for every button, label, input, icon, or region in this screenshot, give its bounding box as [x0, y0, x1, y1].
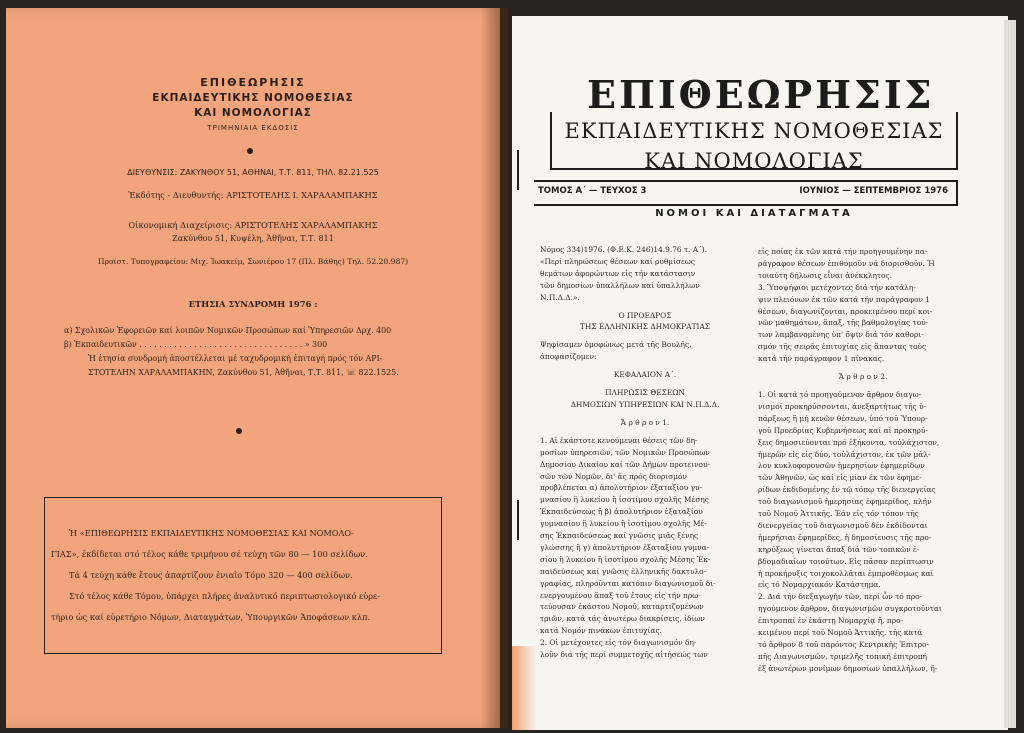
text-line: τῶν Ἀθηνῶν, ὡς καί εἰς μίαν ἐκ τῶν ἐφημε-: [758, 473, 922, 483]
issue-date: ΙΟΥΝΙΟΣ — ΣΕΠΤΕΜΒΡΙΟΣ 1976: [799, 186, 948, 196]
text-line: 3. Ὑποψήφιοι μετέχοντες διά τήν κατάλη-: [758, 282, 916, 292]
text-line: των λαμβανομένης ὑπ' ὄψιν διά τόν καθορι-: [758, 330, 924, 340]
cover-title-line-1: ΕΠΙΘΕΩΡΗΣΙΣ: [200, 76, 306, 89]
text-line: Ἄ ρ θ ρ ο ν 1.: [620, 417, 670, 427]
text-line: ΔΗΜΟΣΙΩΝ ΥΠΗΡΕΣΙΩΝ ΚΑΙ Ν.Π.Δ.Δ.: [570, 399, 720, 409]
text-line: Νόμος 334)1976. (Φ.Ε.Κ. 246)14.9.76 τ. Α΄).: [540, 245, 708, 254]
page-gutter-shadow: [480, 8, 508, 728]
text-line: ΤΗΣ ΕΛΛΗΝΙΚΗΣ ΔΗΜΟΚΡΑΤΙΑΣ: [579, 322, 711, 332]
text-line: κατά Νομόν πινάκων ἐπιτυχίας.: [540, 626, 662, 636]
box-line-3: Τά 4 τεύχη κάθε ἔτους ἀπαρτίζουν ἑνιαῖο Τόμο 320 — 400 σελίδων.: [69, 570, 353, 580]
subscription-rate-a: α) Σχολικῶν Ἐφορειῶν καί λοιπῶν Νομικῶν Προσώπων καί Ὑπηρεσιῶν Δρχ. 400: [64, 326, 392, 335]
text-line: κατά τήν παράγραφον 1 πίνακας.: [758, 354, 885, 364]
text-line: νισμοί προκηρύσσονται, ἀνεξαρτήτως τῆς ὑ-: [758, 401, 927, 411]
text-line: 2. Διά τήν διεξαγωγήν τῶν, περί ὧν τό προ-: [758, 592, 923, 602]
text-line: 1. Οἱ κατά τό προηγούμενον ἄρθρον διαγω-: [758, 389, 922, 399]
text-line: διενεργείας τοῦ διαγωνισμοῦ δέν ἐκδίδονται: [758, 520, 928, 530]
text-line: κειμένου περί τοῦ Νομοῦ Ἀττικῆς, τῆς κατά: [758, 628, 923, 638]
text-line: ΠΛΗΡΩΣΙΣ ΘΕΣΕΩΝ: [605, 388, 685, 398]
box-line-1: Ἡ «ΕΠΙΘΕΩΡΗΣΙΣ ΕΚΠΑΙΔΕΥΤΙΚΗΣ ΝΟΜΟΘΕΣΙΑΣ ΚΑΙ ΝΟΜΟΛΟ-: [69, 528, 354, 538]
text-line: ἐξ ἀνωτέρων μονίμων δημοσίων ὑπαλλήλων, ἤ-: [758, 663, 938, 673]
cover-admin-line-1: Οἰκονομική Διαχείρισις: ΑΡΙΣΤΟΤΕΛΗΣ ΧΑΡΑΛΑΜΠΑΚΗΣ: [128, 220, 378, 230]
text-line: τοῦ Νομοῦ Ἀττικῆς. Ἐάν εἰς τόν τόπον τῆς: [758, 509, 919, 519]
publication-info-box: [44, 497, 442, 654]
issue-bar: [534, 180, 958, 206]
journal-masthead-line-2: ΕΚΠΑΙΔΕΥΤΙΚΗΣ ΝΟΜΟΘΕΣΙΑΣ: [564, 119, 944, 143]
text-line: Ψηφίσαμεν ὁμοφώνως μετά τῆς Βουλῆς,: [540, 340, 692, 350]
text-line: ενεργουμένου ἅπαξ τοῦ ἔτους εἰς τήν πρω-: [540, 590, 701, 600]
bullet-dot-icon: [247, 148, 253, 154]
text-line: γλώσσης ἢ γ) ἀπολυτήριον ἑξαταξίου γυμνα-: [540, 542, 710, 552]
text-line: γοῦ Προεδρίας Κυβερνήσεως καί αἱ προκηρύ-: [758, 425, 928, 435]
staple: [517, 150, 519, 190]
text-line: 2. Οἱ μετέχοντες εἰς τόν διαγωνισμόν δη-: [540, 638, 697, 648]
staple: [517, 500, 519, 540]
text-line: ξεις δημοσιεύονται πρό ἑξήκοντα, τοὐλάχιστον,: [758, 437, 940, 447]
text-line: ρίδων ἐκδιδομένης ἐν τῷ τόπῳ τῆς διενεργείας: [758, 485, 936, 495]
subscription-note-1: Ἡ ἐτησία συνδρομή ἀποστέλλεται μέ ταχυδρομική ἐπιταγή πρός τόν ΑΡΙ-: [88, 354, 383, 363]
text-line: σης Ἐκπαιδεύσεως καί γνῶσις μιᾶς ξένης: [540, 531, 699, 541]
text-line: Ἄ ρ θ ρ ο ν 2.: [838, 372, 888, 382]
text-line: σμόν τῆς σειρᾶς ἐπιτυχίας εἰς ἅπαντας τούς: [758, 342, 927, 352]
text-line: Ο ΠΡΟΕΔΡΟΣ: [618, 310, 672, 320]
box-line-4: Στό τέλος κάθε Τόμου, ὑπάρχει πλήρες ἀναλυτικό περιπτωσιολογικό εὑρε-: [69, 591, 381, 601]
text-line: ηγούμενον ἄρθρον, διαγωνισμῶν συγκροτοῦνται: [758, 604, 942, 614]
text-line: μοσίων ὑπηρεσιῶν, τῶν Νομικῶν Προσώπων: [540, 447, 710, 457]
text-line: Ν.Π.Δ.Δ.».: [540, 292, 580, 302]
page-stain: [512, 646, 536, 730]
text-line: γυμνασίου ἢ λυκείου ἢ ἰσοτίμου σχολῆς Μέ-: [540, 519, 707, 529]
cover-printer: Προϊστ. Τυπογραφείου: Μιχ. Ἰωακείμ, Σωνιέρου 17 (Πλ. Βάθης) Τηλ. 52.20.987): [97, 257, 409, 266]
cover-inner-page: [6, 8, 500, 728]
text-line: τῶν δημοσίων ὑπαλλήλων καί ὑπαλλήλων: [540, 280, 700, 290]
text-line: μνασίου ἢ λυκείου ἢ ἰσοτίμου σχολῆς Μέσης: [540, 495, 709, 505]
text-line: πάρξεως ἢ μή κενῶν θέσεων, ὑπό τοῦ Ὑπουρ-: [758, 413, 928, 423]
text-line: πῆς Διαγωνισμῶν, τριμελῆς τοπική ἐπιτροπή: [758, 651, 928, 661]
text-column-right: [758, 246, 968, 675]
box-line-5: τήριο ὡς καί εὑρετήριο Νόμων, Διαταγμάτων, Ὑπουργικῶν Ἀποφάσεων κλπ.: [51, 612, 371, 622]
text-line: προβλέπεται α) ἀπολυτήριον ἑξαταξίου γυ-: [540, 483, 702, 493]
text-line: ράγραφον θέσεων ἐπιθυμοῦν νά διορισθοῦν. Ἡ: [758, 258, 935, 268]
text-line: ἡ προκήρυξις τοιχοκολλᾶται ἐμπροθέσμως καί: [758, 568, 934, 578]
text-line: σῶν τῶν Νομῶν, δι' ἅς πρός διορισμόν: [540, 471, 687, 481]
bullet-dot-icon: [236, 428, 242, 434]
text-line: εἰς τό Νομαρχιακόν Κατάστημα.: [758, 580, 881, 590]
text-line: ἡμερήσιαι ἐφημερίδες, ἡ δημοσίευσις τῆς προ-: [758, 532, 932, 542]
text-line: τριῶν, κατά τάς ἀνωτέρω διακρίσεις, ἰδίων: [540, 614, 705, 624]
text-line: εἰς ποίας ἐκ τῶν κατά τήν προηγουμένην πα-: [758, 247, 928, 256]
text-line: τοῦ διαγωνισμοῦ ἡμερησίας ἐφημερίδος, πλήν: [758, 497, 932, 507]
journal-first-page: [512, 16, 1008, 730]
text-line: βδομαδιαίων τοιούτων. Εἰς πᾶσαν περίπτωσιν: [758, 556, 934, 566]
text-line: ΚΕΦΑΛΑΙΟΝ Α΄.: [613, 370, 677, 380]
text-line: παιδεύσεως καί γνῶσις ἑλληνικῆς δακτυλο-: [540, 566, 707, 576]
cover-title-line-2: ΕΚΠΑΙΔΕΥΤΙΚΗΣ ΝΟΜΟΘΕΣΙΑΣ: [152, 92, 354, 104]
text-line: ἀποφασίζομεν:: [540, 352, 597, 362]
journal-masthead-line-3: ΚΑΙ ΝΟΜΟΛΟΓΙΑΣ: [644, 149, 864, 173]
text-line: θέσεων, διαγωνίζονται, προκειμένου περί κοι-: [758, 306, 933, 316]
text-line: νῶν μαθημάτων, ἅπαξ, τῆς βαθμολογίας τού-: [758, 318, 929, 328]
text-line: λον κυκλοφορουσῶν ἡμερησίων ἐφημερίδων: [758, 461, 925, 471]
text-line: τεύουσαν ἑκάστου Νομοῦ, καταρτιζομένων: [540, 602, 704, 612]
text-line: ψιν πλειόνων ἐκ τῶν κατά τήν παράγραφον 1: [758, 294, 931, 304]
text-line: ἡμερῶν εἰς εἰς δύο, τοὐλάχιστον, ἐκ τῶν μᾶλ-: [758, 449, 931, 459]
text-line: κηρύξεως γίνεται ἅπαξ διά τῶν τοπικῶν ἑ-: [758, 544, 920, 554]
text-line: ἐπιτροπαί ἐν ἑκάστῃ Νομαρχίᾳ ἤ, προ-: [758, 616, 904, 626]
text-line: γραφίας, πληροῦνται κατόπιν διαγωνισμοῦ δι-: [540, 578, 716, 588]
cover-publisher: Ἐκδότης - Διευθυντής: ΑΡΙΣΤΟΤΕΛΗΣ Ι. ΧΑΡΑΛΑΜΠΑΚΗΣ: [128, 190, 378, 200]
cover-subtitle: ΤΡΙΜΗΝΙΑΙΑ ΕΚΔΟΣΙΣ: [207, 124, 299, 132]
subscription-rate-b: β) Ἐκπαιδευτικῶν . . . . . . . . . . . . . . . . . . . . . . . . . . . . . . . . . » 300: [64, 340, 328, 349]
text-line: 1. Αἱ ἑκάστοτε κενούμεναι θέσεις τῶν δη-: [540, 435, 698, 445]
text-line: σίου ἢ λυκείου ἢ ἰσοτίμου σχολῆς Μέσης Ἐκ-: [540, 554, 711, 564]
page-stack-edge: [1004, 20, 1016, 728]
text-line: τοιαύτη δήλωσις εἶναι ἀνέκκλητος.: [758, 270, 892, 280]
text-line: τό ἄρθρον 8 τοῦ παρόντος Κεντρικῆς Ἐπιτρο-: [758, 640, 930, 649]
section-heading: ΝΟΜΟΙ ΚΑΙ ΔΙΑΤΑΓΜΑΤΑ: [655, 208, 853, 219]
cover-admin-line-2: Ζακύνθου 51, Κυψέλη, Ἀθῆναι, Τ.Τ. 811: [172, 234, 334, 243]
cover-title-line-3: ΚΑΙ ΝΟΜΟΛΟΓΙΑΣ: [194, 107, 312, 119]
issue-volume: ΤΟΜΟΣ Α΄ — ΤΕΥΧΟΣ 3: [538, 186, 647, 196]
cover-address: ΔΙΕΥΘΥΝΣΙΣ: ΖΑΚΥΝΘΟΥ 51, ΑΘΗΝΑΙ, Τ.Τ. 811, ΤΗΛ. 82.21.525: [127, 168, 379, 177]
subscription-note-2: ΣΤΟΤΕΛΗΝ ΧΑΡΑΛΑΜΠΑΚΗΝ, Ζακύνθου 51, Ἀθῆναι, Τ.Τ. 811, ☏ 822.1525.: [88, 368, 399, 377]
text-line: λοῦν διά τῆς περί συμμετοχῆς αἰτήσεώς των: [540, 650, 708, 660]
text-line: «Περί πληρώσεως θέσεων καί ρυθμίσεως: [540, 256, 696, 266]
box-line-2: ΓΙΑΣ», ἐκδίδεται στό τέλος κάθε τριμήνου σέ τεύχη τῶν 80 — 100 σελίδων.: [51, 549, 368, 559]
text-column-left: [540, 244, 750, 661]
text-line: Δημοσίου Δικαίου καί τῶν Δήμων προτεινου-: [540, 459, 710, 469]
subscription-heading: ΕΤΗΣΙΑ ΣΥΝΔΡΟΜΗ 1976 :: [188, 299, 318, 309]
journal-masthead-title: ΕΠΙΘΕΩΡΗΣΙΣ: [587, 72, 935, 117]
text-line: Ἐκπαιδεύσεως ἢ β) ἀπολυτήριον ἑξαταξίου: [540, 507, 703, 517]
text-line: θεμάτων ἀφορώντων εἰς τήν κατάστασιν: [540, 268, 696, 278]
